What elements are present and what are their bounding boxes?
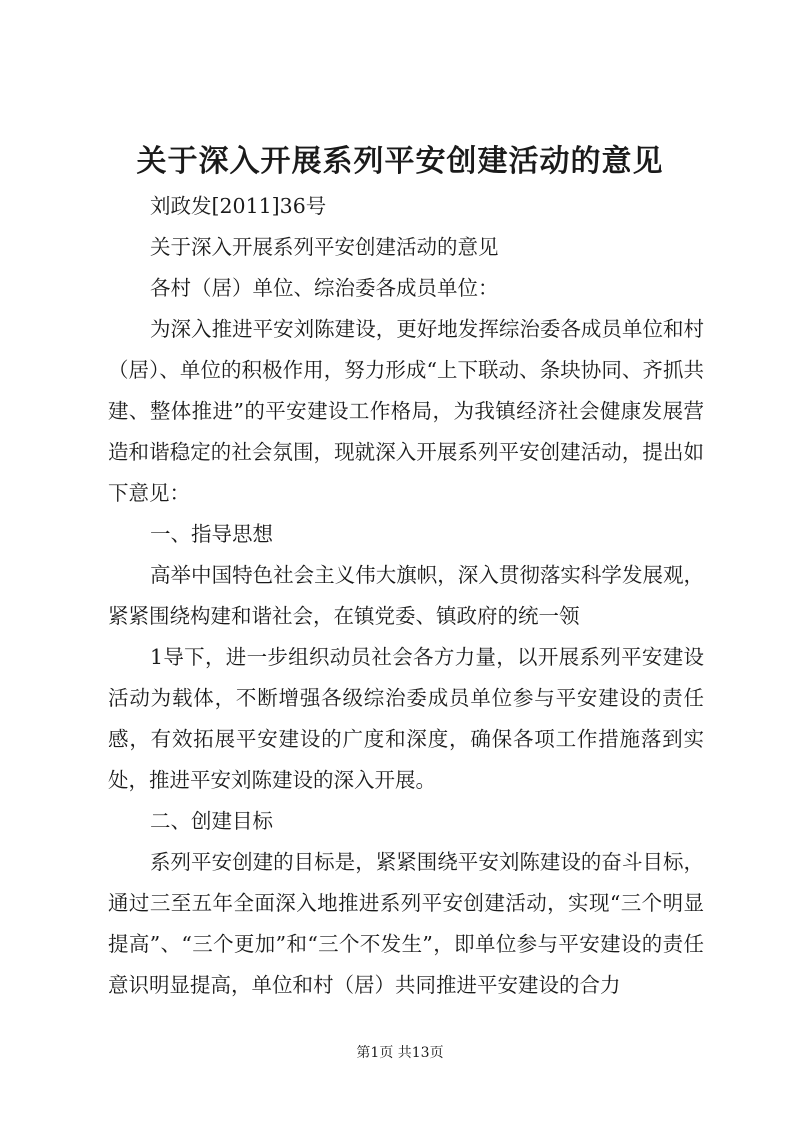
document-subtitle: 关于深入开展系列平安创建活动的意见: [150, 235, 499, 259]
document-body: [108, 186, 704, 1006]
paragraph-guiding-continued: 1导下，进一步组织动员社会各方力量，以开展系列平安建设活动为载体，不断增强各级综治委成员单位参与平安建设的责任感，有效拓展平安建设的广度和深度，确保各项工作措施落到实处，推进平安刘陈建设的深入开展。: [108, 645, 704, 792]
document-number: 刘政发[2011]36号: [150, 194, 327, 218]
recipients-line: 各村（居）单位、综治委各成员单位：: [150, 276, 499, 300]
page-number: 第1页 共13页: [356, 1045, 444, 1061]
section-heading-guiding-thought: 一、指导思想: [150, 522, 274, 546]
paragraph-guiding-thought: 高举中国特色社会主义伟大旗帜，深入贯彻落实科学发展观，紧紧围绕构建和谐社会，在镇党委、镇政府的统一领: [108, 563, 704, 628]
paragraph-intro: 为深入推进平安刘陈建设，更好地发挥综治委各成员单位和村（居）、单位的积极作用，努力形成“上下联动、条块协同、齐抓共建、整体推进”的平安建设工作格局，为我镇经济社会健康发展营造和谐稳定的社会氛围，现就深入开展系列平安创建活动，提出如下意见：: [108, 317, 704, 505]
section-heading-goals: 二、创建目标: [150, 809, 274, 833]
paragraph-goals: 系列平安创建的目标是，紧紧围绕平安刘陈建设的奋斗目标，通过三至五年全面深入地推进系列平安创建活动，实现“三个明显提高”、“三个更加”和“三个不发生”，即单位参与平安建设的责任意识明显提高，单位和村（居）共同推进平安建设的合力: [108, 850, 704, 997]
document-title: 关于深入开展系列平安创建活动的意见: [136, 144, 664, 179]
